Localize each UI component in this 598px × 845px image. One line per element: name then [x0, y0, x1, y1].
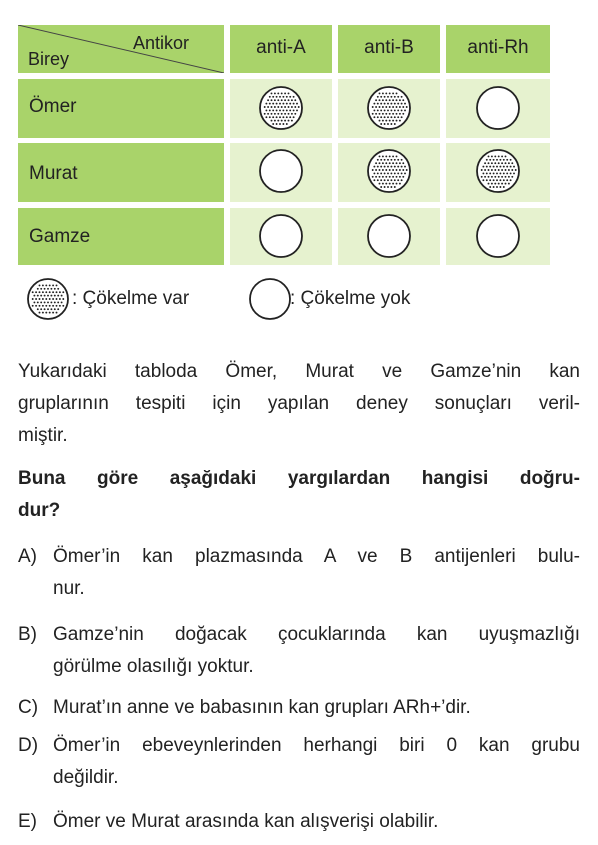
intro-line: Yukarıdaki tabloda Ömer, Murat ve Gamze’nin kan [18, 361, 580, 382]
corner-label-birey: Birey [28, 49, 70, 69]
column-header-anti-a: anti-A [230, 25, 332, 73]
option-letter: C) [18, 697, 39, 718]
corner-header-cell [18, 25, 224, 73]
option-text: Gamze’nin doğacak çocuklarında kan uyuşmazlığı [53, 624, 580, 645]
result-cell [446, 143, 550, 202]
option-text: Ömer’in kan plazmasında A ve B antijenleri bulu- [53, 546, 580, 567]
intro-paragraph [18, 356, 580, 452]
legend-negative-label: : Çökelme yok [290, 288, 411, 309]
option-letter: D) [18, 735, 39, 756]
row-label-gamze: Gamze [18, 208, 224, 265]
corner-label-antikor: Antikor [133, 33, 190, 53]
option-text: Ömer’in ebeveynlerinden herhangi biri 0 kan grubu [53, 735, 580, 756]
result-cell [338, 143, 440, 202]
option-text: nur. [53, 578, 85, 599]
result-cell [230, 79, 332, 138]
result-cell [230, 208, 332, 265]
option-text: değildir. [53, 767, 119, 788]
column-header-anti-rh: anti-Rh [446, 25, 550, 73]
option-e[interactable] [18, 806, 580, 838]
intro-line: miştir. [18, 425, 68, 446]
option-d[interactable] [18, 730, 580, 794]
intro-line: gruplarının tespiti için yapılan deney sonuçları veril- [18, 393, 580, 414]
column-header-anti-b: anti-B [338, 25, 440, 73]
legend-positive-label: : Çökelme var [72, 288, 190, 309]
option-letter: B) [18, 624, 37, 645]
question-line: Buna göre aşağıdaki yargılardan hangisi doğru- [18, 468, 580, 489]
option-letter: A) [18, 546, 37, 567]
question-line: dur? [18, 500, 61, 521]
option-text: Murat’ın anne ve babasının kan grupları ARh+’dir. [53, 697, 471, 718]
option-text: Ömer ve Murat arasında kan alışverişi olabilir. [53, 811, 439, 832]
result-cell [338, 79, 440, 138]
option-b[interactable] [18, 619, 580, 683]
result-cell [446, 208, 550, 265]
empty-circle-icon [248, 278, 292, 322]
option-a[interactable] [18, 541, 580, 605]
row-label-murat: Murat [18, 143, 224, 202]
option-c[interactable] [18, 692, 580, 724]
row-label-omer: Ömer [18, 79, 224, 138]
question-stem [18, 463, 580, 527]
result-cell [338, 208, 440, 265]
result-cell [230, 143, 332, 202]
result-cell [446, 79, 550, 138]
option-text: görülme olasılığı yoktur. [53, 656, 254, 677]
option-letter: E) [18, 811, 37, 832]
dotted-circle-icon [26, 278, 70, 322]
